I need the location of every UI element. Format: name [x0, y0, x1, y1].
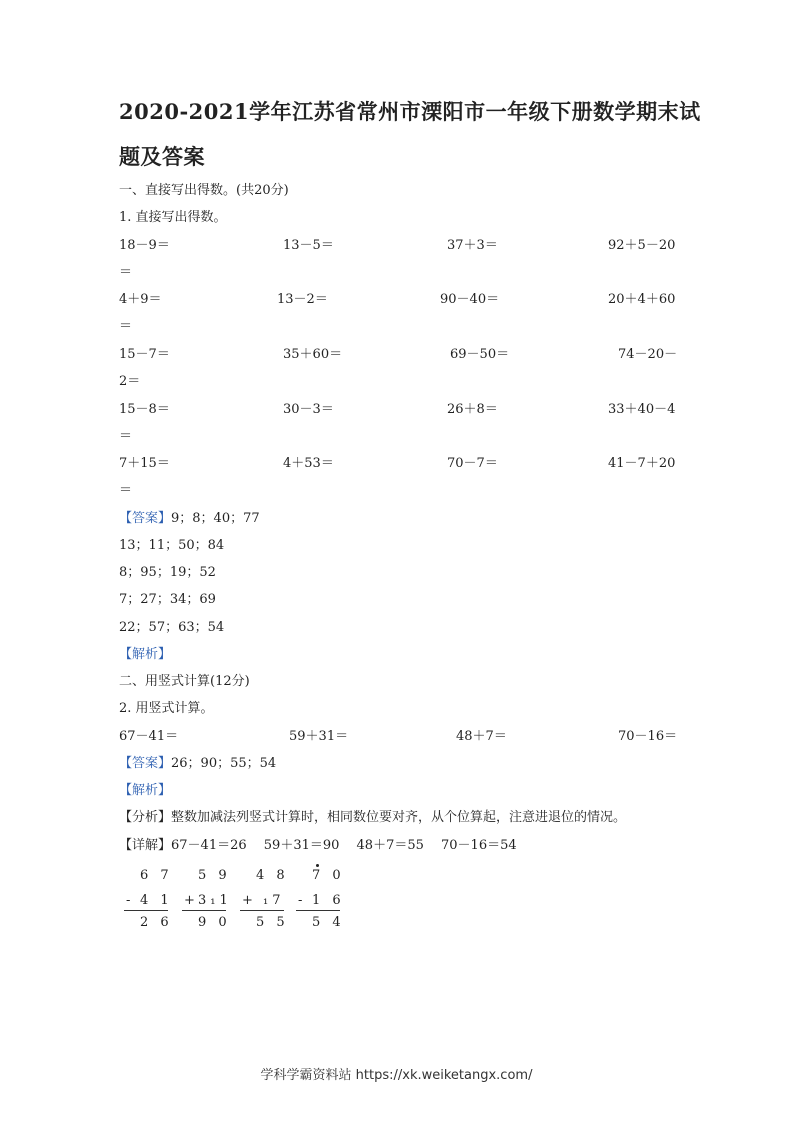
problem-cell: 37＋3＝	[447, 238, 498, 253]
problem-wrap: ＝	[119, 319, 133, 334]
problem-cell: 15－7＝	[119, 347, 170, 362]
analysis-label: 【解析】	[119, 783, 172, 798]
answer-label: 【答案】	[119, 756, 172, 771]
problem-cell: 4＋9＝	[119, 292, 162, 307]
section2-question: 2. 用竖式计算。	[119, 701, 214, 716]
section1-question: 1. 直接写出得数。	[119, 210, 227, 225]
vertical-top: 5 9	[198, 868, 231, 883]
answer-text: 26；90；55；54	[171, 756, 277, 771]
vertical-rule	[124, 910, 168, 911]
problem-cell: 69－50＝	[450, 347, 510, 362]
vertical-top: 4 8	[256, 868, 289, 883]
vertical-operator: -	[298, 893, 307, 908]
problem-cell: 59＋31＝	[289, 729, 349, 744]
problem-cell: 13－2＝	[277, 292, 328, 307]
section1-heading: 一、直接写出得数。(共20分)	[119, 183, 289, 198]
vertical-rule	[296, 910, 340, 911]
document-title-line1: 2020-2021学年江苏省常州市溧阳市一年级下册数学期末试	[119, 99, 701, 124]
problem-cell: 7＋15＝	[119, 456, 170, 471]
vertical-second: 3₁1	[198, 893, 232, 908]
answer-line: 8；95；19；52	[119, 565, 216, 580]
xiangjie-label: 【详解】	[119, 838, 172, 853]
problem-cell: 90－40＝	[440, 292, 500, 307]
answer-line: 7；27；34；69	[119, 592, 216, 607]
problem-cell: 13－5＝	[283, 238, 334, 253]
problem-cell: 70－7＝	[447, 456, 498, 471]
answer-label: 【答案】	[119, 511, 172, 526]
answer-text: 9；8；40；77	[171, 511, 260, 526]
xiangjie-text: 67－41＝26 59＋31＝90 48＋7＝55 70－16＝54	[171, 838, 517, 853]
answer-line-1	[119, 507, 260, 526]
problem-cell: 70－16＝	[618, 729, 678, 744]
fenxi-line	[119, 806, 626, 825]
vertical-second: 4 1	[140, 893, 173, 908]
problem-cell: 26＋8＝	[447, 402, 498, 417]
vertical-second: ₁7	[263, 893, 285, 908]
answer-line: 22；57；63；54	[119, 620, 225, 635]
vertical-result: 2 6	[140, 915, 173, 930]
footer-watermark: 学科学霸资料站 https://xk.weiketangx.com/	[260, 1068, 533, 1083]
problem-cell: 92＋5－20	[608, 238, 676, 253]
problem-wrap: 2＝	[119, 374, 141, 389]
vertical-second: 1 6	[312, 893, 345, 908]
problem-wrap: ＝	[119, 483, 133, 498]
problem-cell: 20＋4＋60	[608, 292, 676, 307]
fenxi-text: 整数加减法列竖式计算时，相同数位要对齐，从个位算起，注意进退位的情况。	[171, 810, 627, 825]
problem-cell: 15－8＝	[119, 402, 170, 417]
problem-cell: 30－3＝	[283, 402, 334, 417]
borrow-dot	[316, 864, 319, 867]
problem-cell: 67－41＝	[119, 729, 179, 744]
vertical-result: 5 5	[256, 915, 289, 930]
vertical-rule	[240, 910, 284, 911]
vertical-top: 7 0	[312, 868, 345, 883]
vertical-top: 6 7	[140, 868, 173, 883]
analysis-label: 【解析】	[119, 647, 172, 662]
fenxi-label: 【分析】	[119, 810, 172, 825]
problem-wrap: ＝	[119, 265, 133, 280]
vertical-operator: -	[126, 893, 135, 908]
problem-cell: 4＋53＝	[283, 456, 334, 471]
vertical-result: 9 0	[198, 915, 231, 930]
document-title-line2: 题及答案	[119, 144, 205, 169]
vertical-operator: +	[242, 893, 257, 908]
problem-wrap: ＝	[119, 429, 133, 444]
problem-cell: 35＋60＝	[283, 347, 343, 362]
vertical-operator: +	[184, 893, 199, 908]
section2-heading: 二、用竖式计算(12分)	[119, 674, 250, 689]
answer-line-2	[119, 752, 276, 771]
problem-cell: 48＋7＝	[456, 729, 507, 744]
vertical-result: 5 4	[312, 915, 345, 930]
xiangjie-line	[119, 834, 517, 853]
problem-cell: 18－9＝	[119, 238, 170, 253]
answer-line: 13；11；50；84	[119, 538, 225, 553]
vertical-rule	[182, 910, 226, 911]
problem-cell: 33＋40－4	[608, 402, 676, 417]
problem-cell: 74－20－	[618, 347, 678, 362]
problem-cell: 41－7＋20	[608, 456, 676, 471]
